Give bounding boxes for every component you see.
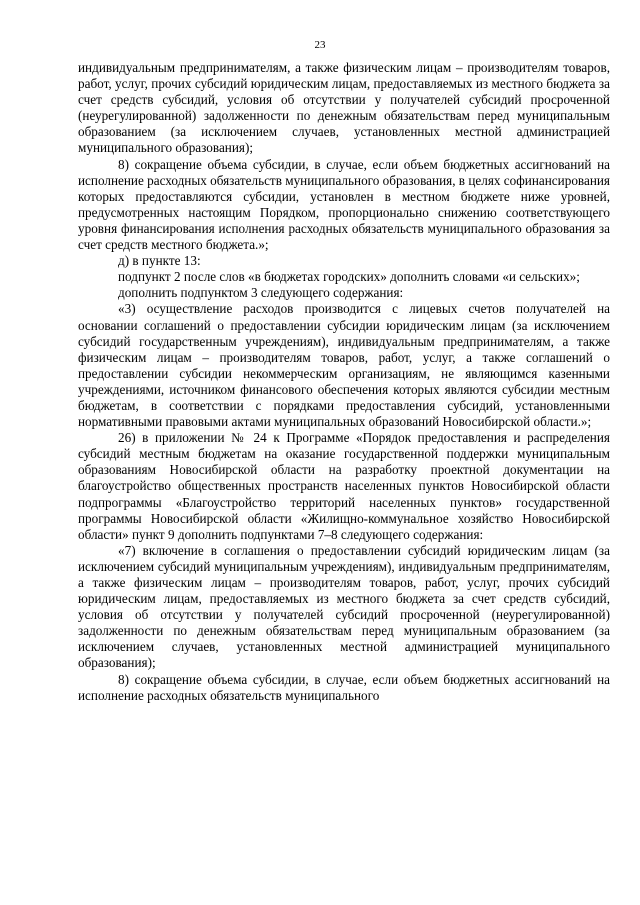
paragraph-subitem-8: 8) сокращение объема субсидии, в случае, если объем бюджетных ассигнований на исполнение расходных обязательств муниципального образования, в целях софинансирования которых предоставляются субсидии, установлен в местном бюджете ниже уровней, предусмотренных настоящим Порядком, пропорционально снижению соответствующего уровня финансирования исполнения расходных обязательств муниципального образования за счет средств местного бюджета.»; [78, 156, 610, 253]
paragraph-add-subitem-3: дополнить подпунктом 3 следующего содержания: [118, 285, 404, 301]
paragraph-subitem-3: «3) осуществление расходов производится с лицевых счетов получателей на основании соглашений о предоставлении субсидии юридическим лицам (за исключением субсидий государственным учреждениям), индивидуальным предпринимателям, а также физическим лицам – производителям товаров, работ, услуг, а также соглашений о предоставлении субсидии некоммерческим организациям, не являющимся казенными учреждениями, источником финансового обеспечения которых являются субсидии местным бюджетам, в соответствии с порядками предоставления субсидий, установленными нормативными правовыми актами муниципальных образований Новосибирской области.»; [78, 301, 610, 430]
paragraph-item-26: 26) в приложении № 24 к Программе «Порядок предоставления и распределения субсидий местным бюджетам на оказание государственной поддержки муниципальным образованиям Новосибирской области на разработку проектной документации на благоустройство общественных пространств населенных пунктов Новосибирской области подпрограммы «Благоустройство территорий населенных пунктов» государственной программы Новосибирской области «Жилищно-коммунальное хозяйство Новосибирской области» пункт 9 дополнить подпунктами 7–8 следующего содержания: [78, 430, 610, 542]
paragraph-subitem-7: «7) включение в соглашения о предоставлении субсидий юридическим лицам (за исключением субсидий муниципальным учреждениям), индивидуальным предпринимателям, а также физическим лицам – производителям товаров, работ, услуг, прочих субсидий юридическим лицам, предоставляемых из местного бюджета за счет средств субсидий, условия об отсутствии у получателей субсидий просроченной (неурегулированной) задолженности по денежным обязательствам перед муниципальным образованием (за исключением случаев, установленных местной администрацией муниципального образования); [78, 542, 610, 671]
paragraph-continuation: индивидуальным предпринимателям, а также физическим лицам – производителям товаров, работ, услуг, прочих субсидий юридическим лицам, предоставляемых из местного бюджета за счет средств субсидий, условия об отсутствии у получателей субсидий просроченной (неурегулированной) задолженности по денежным обязательствам перед муниципальным образованием (за исключением случаев, установленных местной администрацией муниципального образования); [78, 60, 610, 156]
paragraph-subitem-8-second: 8) сокращение объема субсидии, в случае, если объем бюджетных ассигнований на исполнение расходных обязательств муниципального [78, 671, 610, 703]
page-number: 23 [314, 39, 326, 51]
document-body [78, 60, 610, 704]
paragraph-item-d: д) в пункте 13: [118, 253, 201, 269]
paragraph-subitem-2-amendment: подпункт 2 после слов «в бюджетах городских» дополнить словами «и сельских»; [118, 269, 580, 285]
